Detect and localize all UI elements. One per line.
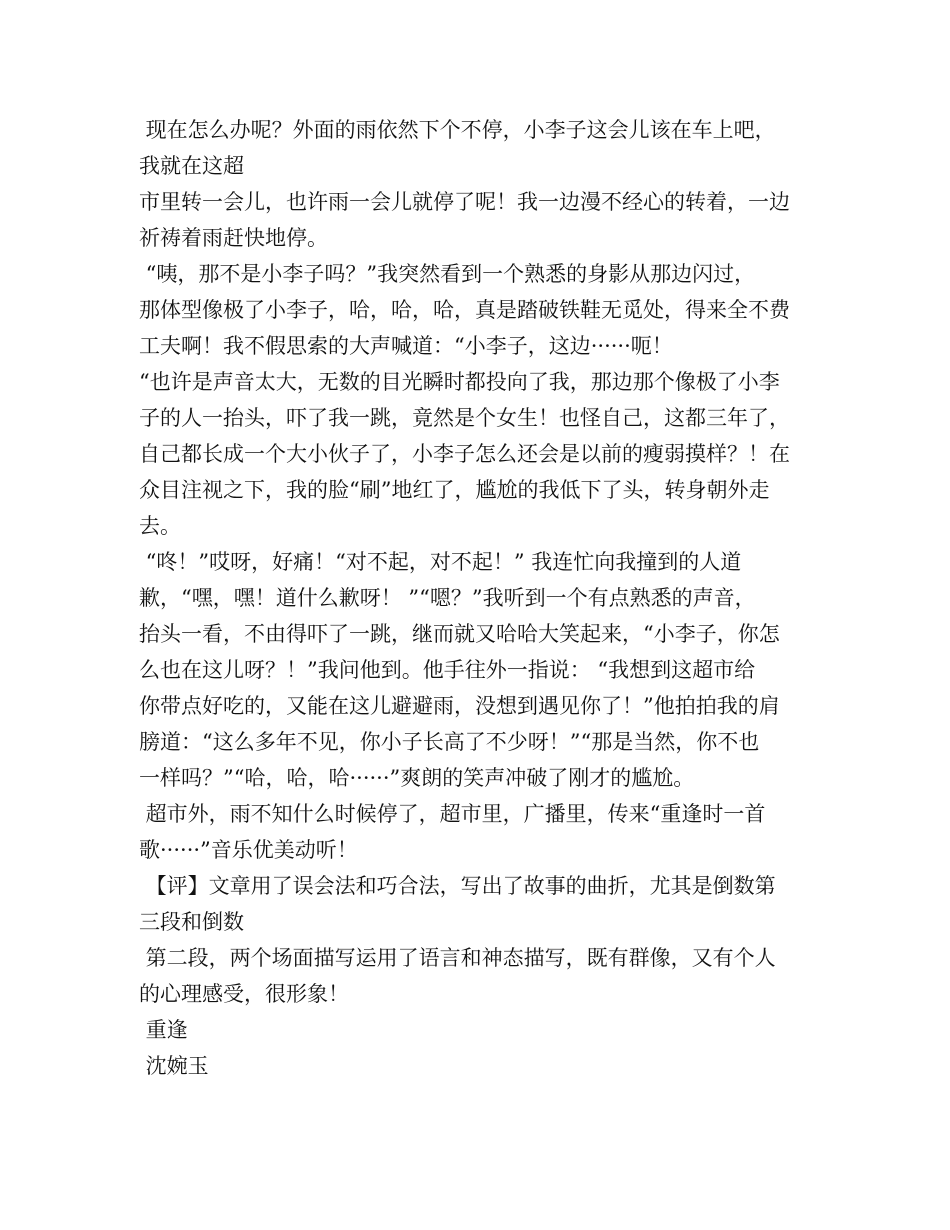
text-line: 自己都长成一个大小伙子了，小李子怎么还会是以前的瘦弱摸样？！在	[139, 442, 790, 466]
text-line: 歉，“嘿，嘿！道什么歉呀！ ”“嗯？”我听到一个有点熟悉的声音，	[139, 586, 756, 610]
text-line: 去。	[139, 514, 181, 538]
text-line: 么也在这儿呀？！”我问他到。他手往外一指说： “我想到这超市给	[139, 658, 756, 682]
text-line: 膀道：“这么多年不见，你小子长高了不少呀！”“那是当然，你不也	[139, 730, 760, 754]
text-line: 祈祷着雨赶快地停。	[139, 226, 328, 250]
author-name: 沈婉玉	[139, 1054, 209, 1078]
text-line: “咚！”哎呀，好痛！“对不起，对不起！” 我连忙向我撞到的人道	[139, 550, 742, 574]
text-line: 众目注视之下，我的脸“刷”地红了，尴尬的我低下了头，转身朝外走	[139, 478, 770, 502]
text-line: 你带点好吃的，又能在这儿避避雨，没想到遇见你了！”他拍拍我的肩	[139, 694, 780, 718]
text-line: 歌······”音乐优美动听！	[139, 838, 358, 862]
text-line: 那体型像极了小李子，哈，哈，哈，真是踏破铁鞋无觅处，得来全不费	[139, 298, 790, 322]
document-body	[139, 112, 829, 1084]
comment-line: 三段和倒数	[139, 910, 244, 934]
text-line: 市里转一会儿，也许雨一会儿就停了呢！我一边漫不经心的转着，一边	[139, 190, 790, 214]
text-line: 现在怎么办呢？外面的雨依然下个不停，小李子这会儿该在车上吧，	[139, 118, 776, 142]
text-line: 超市外，雨不知什么时候停了，超市里，广播里，传来“重逢时一首	[139, 802, 766, 826]
comment-line: 的心理感受，很形象！	[139, 982, 349, 1006]
essay-title: 重逢	[139, 1018, 188, 1042]
text-line: “也许是声音太大，无数的目光瞬时都投向了我，那边那个像极了小李	[139, 370, 780, 394]
text-line: “咦，那不是小李子吗？”我突然看到一个熟悉的身影从那边闪过，	[139, 262, 756, 286]
text-line: 我就在这超	[139, 154, 244, 178]
text-line: 抬头一看，不由得吓了一跳，继而就又哈哈大笑起来，“小李子，你怎	[139, 622, 780, 646]
comment-line: 第二段，两个场面描写运用了语言和神态描写，既有群像，又有个人	[139, 946, 776, 970]
comment-line: 【评】文章用了误会法和巧合法，写出了故事的曲折，尤其是倒数第	[139, 874, 776, 898]
text-line: 工夫啊！我不假思索的大声喊道：“小李子，这边······呃！	[139, 334, 673, 358]
text-line: 一样吗？”“哈，哈，哈······”爽朗的笑声冲破了刚才的尴尬。	[139, 766, 695, 790]
text-line: 子的人一抬头，吓了我一跳，竟然是个女生！也怪自己，这都三年了，	[139, 406, 790, 430]
